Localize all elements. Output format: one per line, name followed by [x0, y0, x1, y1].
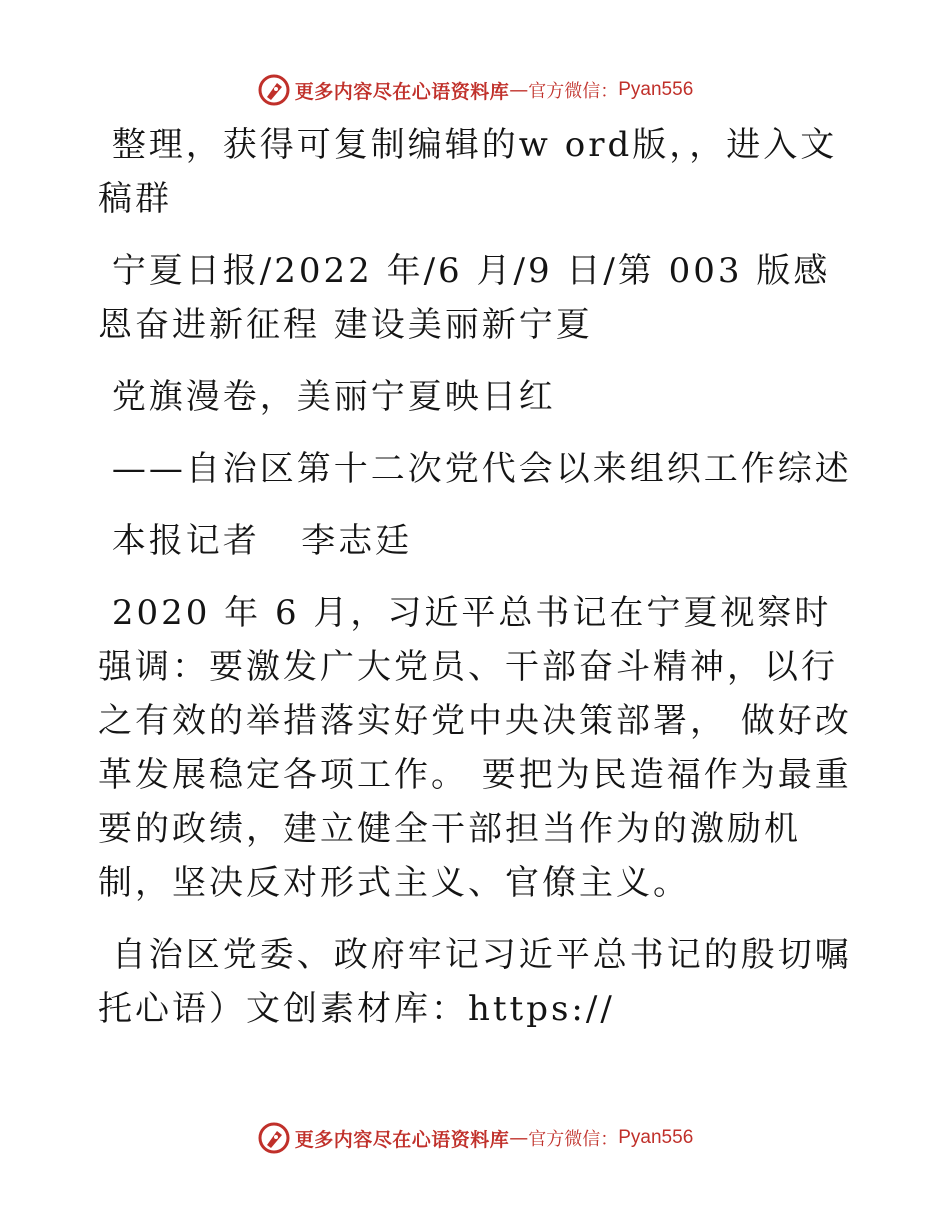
pen-nib-circle-icon: [257, 1121, 291, 1155]
banner-wechat-id: Pyan556: [618, 1127, 694, 1148]
paragraph-intro: 整理，获得可复制编辑的w ord版，，进入文稿群: [98, 125, 838, 219]
paragraph-source: 宁夏日报/2022 年/6 月/9 日/第 003 版感恩奋进新征程 建设美丽新宁夏: [98, 251, 831, 345]
paragraph-body-2: 自治区党委、政府牢记习近平总书记的殷切嘱托心语）文创素材库：https://: [98, 935, 852, 1029]
article-subtitle: ——自治区第十二次党代会以来组织工作综述: [98, 449, 852, 489]
article-byline: 本报记者 李志廷: [98, 521, 413, 561]
banner-separator: —: [509, 79, 529, 101]
banner-wechat-label: 官方微信：: [528, 81, 619, 102]
paragraph-body-1: 2020 年 6 月，习近平总书记在宁夏视察时强调：要激发广大党员、干部奋斗精神，以行之有效的举措落实好党中央决策部署， 做好改革发展稳定各项工作。 要把为民造福作为最重要的政绩，建立健全干部担当作为的激励机制，坚决反对形式主义、官僚主义。: [98, 593, 852, 903]
article-title: 党旗漫卷，美丽宁夏映日红: [98, 377, 556, 417]
banner-wechat-label: 官方微信：: [528, 1129, 619, 1150]
footer-watermark-banner: [0, 1118, 950, 1158]
pen-nib-circle-icon: [257, 73, 291, 107]
banner-text: 更多内容尽在心语资料库: [294, 80, 510, 103]
banner-wechat-id: Pyan556: [618, 79, 694, 100]
document-body: [98, 118, 858, 1054]
banner-separator: —: [509, 1127, 529, 1149]
banner-text: 更多内容尽在心语资料库: [294, 1128, 510, 1151]
header-watermark-banner: [0, 70, 950, 110]
